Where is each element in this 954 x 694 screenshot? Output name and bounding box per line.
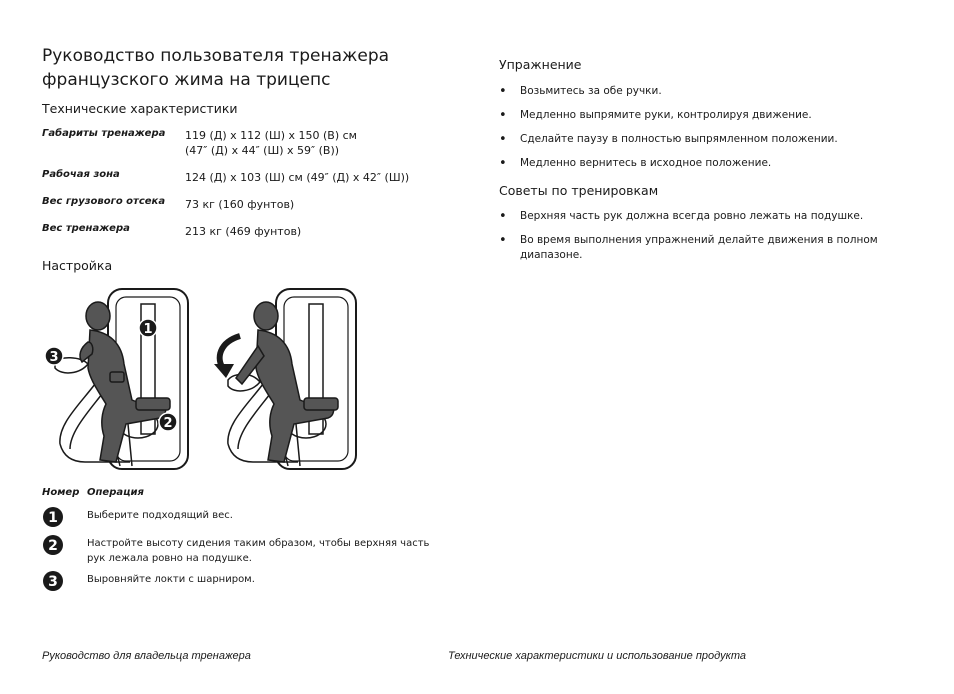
exercise-list — [499, 84, 899, 180]
operations-header-number: Номер — [42, 487, 80, 498]
footer-right: Технические характеристики и использование продукта — [448, 650, 747, 662]
tips-list — [499, 209, 899, 272]
number-1-icon — [42, 506, 64, 528]
page-title — [42, 44, 442, 92]
spec-label-work-area: Рабочая зона — [42, 169, 120, 180]
operation-text-line: Настройте высоту сидения таким образом, чтобы верхняя часть — [87, 538, 430, 549]
list-item: • Медленно выпрямите руки, контролируя движение. — [499, 108, 899, 123]
setup-heading: Настройка — [42, 258, 113, 273]
list-item: • Сделайте паузу в полностью выпрямленном положении. — [499, 132, 899, 147]
operation-text-2 — [87, 536, 437, 566]
spec-value-machine-weight: 213 кг (469 фунтов) — [185, 225, 302, 238]
operation-text-3: Выровняйте локти с шарниром. — [87, 574, 255, 585]
setup-illustration — [40, 284, 370, 474]
spec-label-dimensions: Габариты тренажера — [42, 128, 166, 139]
number-3-icon — [42, 570, 64, 592]
spec-value-dimensions — [185, 128, 445, 158]
spec-label-machine-weight: Вес тренажера — [42, 223, 130, 234]
operation-text-1: Выберите подходящий вес. — [87, 510, 233, 521]
page-title-line-2: французского жима на трицепс — [42, 70, 331, 90]
rotation-arrow-icon — [214, 336, 240, 378]
list-item — [499, 233, 899, 263]
list-item-line: диапазоне. — [520, 249, 583, 261]
number-1-label: 1 — [48, 510, 58, 526]
list-item: • Верхняя часть рук должна всегда ровно лежать на подушке. — [499, 209, 899, 224]
number-2-label: 2 — [48, 538, 58, 554]
operation-text-line: рук лежала ровно на подушке. — [87, 553, 252, 564]
exercise-heading: Упражнение — [499, 57, 582, 72]
marker-2 — [159, 413, 177, 431]
list-item: • Медленно вернитесь в исходное положение. — [499, 156, 899, 171]
list-item-line: • Во время выполнения упражнений делайте движения в полном — [520, 234, 878, 246]
spec-value-weight-stack: 73 кг (160 фунтов) — [185, 198, 295, 211]
tips-heading: Советы по тренировкам — [499, 183, 659, 198]
footer-left: Руководство для владельца тренажера — [42, 650, 251, 662]
marker-3 — [45, 347, 63, 365]
operations-header-operation: Операция — [87, 487, 144, 498]
number-3-label: 3 — [48, 574, 58, 590]
page-title-line-1: Руководство пользователя тренажера — [42, 46, 390, 66]
spec-value-line: (47″ (Д) x 44″ (Ш) x 59″ (В)) — [185, 144, 340, 157]
spec-value-line: 119 (Д) x 112 (Ш) x 150 (В) см — [185, 129, 357, 142]
list-item: • Возьмитесь за обе ручки. — [499, 84, 899, 99]
number-2-icon — [42, 534, 64, 556]
marker-2-label: 2 — [163, 416, 173, 431]
marker-1 — [139, 319, 157, 337]
marker-3-label: 3 — [49, 350, 59, 365]
marker-1-label: 1 — [143, 322, 153, 337]
spec-label-weight-stack: Вес грузового отсека — [42, 196, 166, 207]
specs-heading: Технические характеристики — [42, 101, 238, 116]
spec-value-work-area: 124 (Д) x 103 (Ш) см (49″ (Д) x 42″ (Ш)) — [185, 171, 410, 184]
